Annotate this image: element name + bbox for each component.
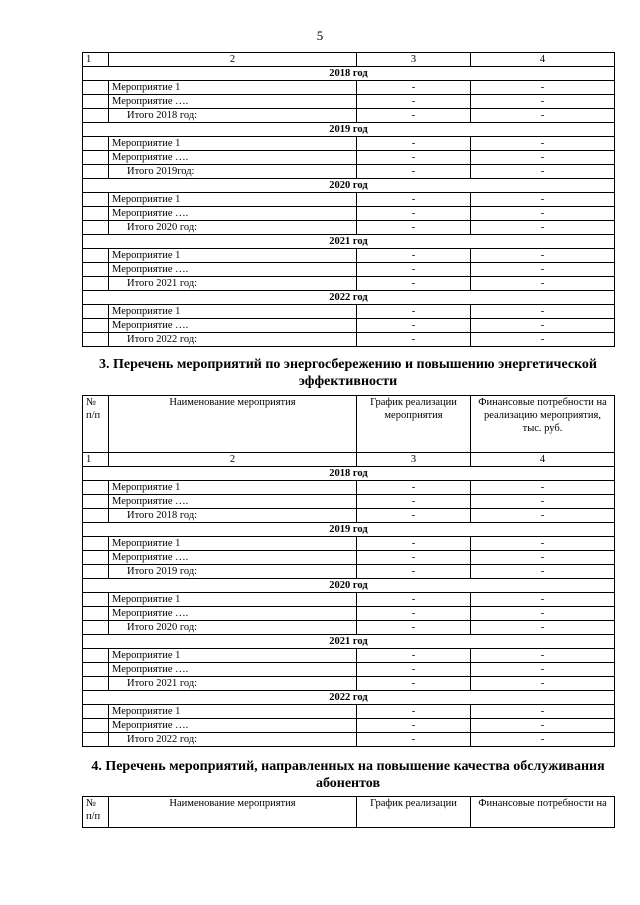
finance-cell: - <box>471 249 615 263</box>
finance-cell: - <box>471 221 615 235</box>
finance-cell: - <box>471 509 615 523</box>
row-number-cell <box>83 733 109 747</box>
table-row <box>83 263 615 277</box>
table-row <box>83 165 615 179</box>
year-row <box>83 691 615 705</box>
graph-cell: - <box>357 481 471 495</box>
finance-cell: - <box>471 733 615 747</box>
year-row <box>83 523 615 537</box>
row-number-cell <box>83 277 109 291</box>
table-row <box>83 333 615 347</box>
table-row <box>83 607 615 621</box>
row-number-cell <box>83 151 109 165</box>
column-index: 3 <box>357 53 471 67</box>
row-number-cell <box>83 333 109 347</box>
graph-cell: - <box>357 319 471 333</box>
row-number-cell <box>83 565 109 579</box>
year-row <box>83 235 615 249</box>
year-label: 2022 год <box>83 691 615 705</box>
event-name-cell: Итого 2020 год: <box>109 221 357 235</box>
row-number-cell <box>83 207 109 221</box>
year-row <box>83 67 615 81</box>
graph-cell: - <box>357 537 471 551</box>
finance-cell: - <box>471 151 615 165</box>
graph-cell: - <box>357 193 471 207</box>
finance-cell: - <box>471 565 615 579</box>
table-row <box>83 221 615 235</box>
table-section-3 <box>82 395 615 747</box>
year-label: 2019 год <box>83 123 615 137</box>
table-row <box>83 81 615 95</box>
finance-cell: - <box>471 663 615 677</box>
graph-cell: - <box>357 495 471 509</box>
year-row <box>83 635 615 649</box>
finance-cell: - <box>471 305 615 319</box>
event-name-cell: Итого 2018 год: <box>109 109 357 123</box>
graph-cell: - <box>357 607 471 621</box>
year-label: 2018 год <box>83 467 615 481</box>
column-index: 2 <box>109 53 357 67</box>
event-name-cell: Мероприятие …. <box>109 719 357 733</box>
table-row <box>83 677 615 691</box>
table-row <box>83 151 615 165</box>
graph-cell: - <box>357 677 471 691</box>
table-row <box>83 565 615 579</box>
event-name-cell: Мероприятие …. <box>109 263 357 277</box>
table-row <box>83 95 615 109</box>
column-index: 4 <box>471 453 615 467</box>
row-number-cell <box>83 621 109 635</box>
year-label: 2018 год <box>83 67 615 81</box>
event-name-cell: Итого 2019 год: <box>109 565 357 579</box>
table-row <box>83 277 615 291</box>
graph-cell: - <box>357 593 471 607</box>
event-name-cell: Мероприятие …. <box>109 151 357 165</box>
event-name-cell: Итого 2021 год: <box>109 277 357 291</box>
finance-cell: - <box>471 81 615 95</box>
year-label: 2022 год <box>83 291 615 305</box>
finance-cell: - <box>471 621 615 635</box>
year-label: 2020 год <box>83 579 615 593</box>
event-name-cell: Итого 2020 год: <box>109 621 357 635</box>
row-number-cell <box>83 249 109 263</box>
column-index: 1 <box>83 453 109 467</box>
graph-cell: - <box>357 509 471 523</box>
event-name-cell: Мероприятие 1 <box>109 249 357 263</box>
row-number-cell <box>83 95 109 109</box>
table-1-continuation <box>82 52 615 347</box>
row-number-cell <box>83 677 109 691</box>
column-index-row <box>83 53 615 67</box>
page-number: 5 <box>316 28 324 43</box>
table-row <box>83 305 615 319</box>
graph-cell: - <box>357 263 471 277</box>
finance-cell: - <box>471 193 615 207</box>
event-name-cell: Мероприятие 1 <box>109 193 357 207</box>
graph-cell: - <box>357 277 471 291</box>
table-row <box>83 551 615 565</box>
finance-cell: - <box>471 607 615 621</box>
column-index: 1 <box>83 53 109 67</box>
section-4-title: 4. Перечень мероприятий, направленных на повышение качества обслуживания абонентов <box>91 759 605 791</box>
graph-cell: - <box>357 81 471 95</box>
year-row <box>83 467 615 481</box>
event-name-cell: Мероприятие …. <box>109 319 357 333</box>
row-number-cell <box>83 109 109 123</box>
finance-cell: - <box>471 333 615 347</box>
graph-cell: - <box>357 719 471 733</box>
table-row <box>83 495 615 509</box>
event-name-cell: Мероприятие …. <box>109 495 357 509</box>
table-row <box>83 663 615 677</box>
row-number-cell <box>83 593 109 607</box>
row-number-cell <box>83 221 109 235</box>
event-name-cell: Мероприятие 1 <box>109 593 357 607</box>
section-3-title: 3. Перечень мероприятий по энергосбережению и повышению энергетической эффективности <box>98 357 598 389</box>
graph-cell: - <box>357 333 471 347</box>
row-number-cell <box>83 263 109 277</box>
finance-cell: - <box>471 481 615 495</box>
graph-cell: - <box>357 551 471 565</box>
column-index: 3 <box>357 453 471 467</box>
finance-cell: - <box>471 319 615 333</box>
header-num: № п/п <box>83 797 109 828</box>
table-row <box>83 705 615 719</box>
finance-cell: - <box>471 537 615 551</box>
table-section-4 <box>82 796 615 828</box>
event-name-cell: Мероприятие 1 <box>109 537 357 551</box>
graph-cell: - <box>357 565 471 579</box>
graph-cell: - <box>357 663 471 677</box>
header-name: Наименование мероприятия <box>109 396 357 453</box>
table-row <box>83 649 615 663</box>
event-name-cell: Мероприятие 1 <box>109 705 357 719</box>
graph-cell: - <box>357 207 471 221</box>
table-row <box>83 621 615 635</box>
year-label: 2021 год <box>83 635 615 649</box>
table-row <box>83 481 615 495</box>
column-index: 4 <box>471 53 615 67</box>
year-label: 2021 год <box>83 235 615 249</box>
finance-cell: - <box>471 207 615 221</box>
event-name-cell: Мероприятие 1 <box>109 481 357 495</box>
graph-cell: - <box>357 165 471 179</box>
event-name-cell: Итого 2022 год: <box>109 333 357 347</box>
event-name-cell: Мероприятие …. <box>109 607 357 621</box>
table-row <box>83 207 615 221</box>
year-label: 2020 год <box>83 179 615 193</box>
graph-cell: - <box>357 621 471 635</box>
table-row <box>83 109 615 123</box>
row-number-cell <box>83 137 109 151</box>
row-number-cell <box>83 193 109 207</box>
header-finance: Финансовые потребности на <box>471 797 615 828</box>
finance-cell: - <box>471 263 615 277</box>
event-name-cell: Мероприятие …. <box>109 207 357 221</box>
year-row <box>83 123 615 137</box>
row-number-cell <box>83 663 109 677</box>
event-name-cell: Мероприятие 1 <box>109 81 357 95</box>
table-row <box>83 509 615 523</box>
row-number-cell <box>83 705 109 719</box>
header-finance: Финансовые потребности на реализацию мероприятия, тыс. руб. <box>471 396 615 453</box>
finance-cell: - <box>471 277 615 291</box>
event-name-cell: Мероприятие …. <box>109 551 357 565</box>
row-number-cell <box>83 305 109 319</box>
column-index-row <box>83 453 615 467</box>
event-name-cell: Итого 2022 год: <box>109 733 357 747</box>
table-row <box>83 593 615 607</box>
row-number-cell <box>83 481 109 495</box>
graph-cell: - <box>357 137 471 151</box>
table-row <box>83 249 615 263</box>
finance-cell: - <box>471 95 615 109</box>
year-row <box>83 179 615 193</box>
graph-cell: - <box>357 151 471 165</box>
row-number-cell <box>83 551 109 565</box>
header-graph: График реализации <box>357 797 471 828</box>
finance-cell: - <box>471 551 615 565</box>
table-row <box>83 137 615 151</box>
finance-cell: - <box>471 165 615 179</box>
year-label: 2019 год <box>83 523 615 537</box>
event-name-cell: Мероприятие 1 <box>109 305 357 319</box>
table-row <box>83 719 615 733</box>
graph-cell: - <box>357 733 471 747</box>
header-graph: График реализации мероприятия <box>357 396 471 453</box>
event-name-cell: Итого 2018 год: <box>109 509 357 523</box>
finance-cell: - <box>471 677 615 691</box>
finance-cell: - <box>471 109 615 123</box>
table-row <box>83 537 615 551</box>
column-index: 2 <box>109 453 357 467</box>
table-row <box>83 733 615 747</box>
finance-cell: - <box>471 137 615 151</box>
graph-cell: - <box>357 109 471 123</box>
header-num: № п/п <box>83 396 109 453</box>
row-number-cell <box>83 719 109 733</box>
finance-cell: - <box>471 705 615 719</box>
table-row <box>83 319 615 333</box>
event-name-cell: Мероприятие …. <box>109 663 357 677</box>
row-number-cell <box>83 319 109 333</box>
graph-cell: - <box>357 221 471 235</box>
event-name-cell: Мероприятие …. <box>109 95 357 109</box>
finance-cell: - <box>471 719 615 733</box>
event-name-cell: Мероприятие 1 <box>109 649 357 663</box>
row-number-cell <box>83 495 109 509</box>
row-number-cell <box>83 81 109 95</box>
graph-cell: - <box>357 705 471 719</box>
finance-cell: - <box>471 495 615 509</box>
year-row <box>83 291 615 305</box>
graph-cell: - <box>357 649 471 663</box>
graph-cell: - <box>357 305 471 319</box>
finance-cell: - <box>471 593 615 607</box>
event-name-cell: Мероприятие 1 <box>109 137 357 151</box>
finance-cell: - <box>471 649 615 663</box>
table-row <box>83 193 615 207</box>
row-number-cell <box>83 509 109 523</box>
header-name: Наименование мероприятия <box>109 797 357 828</box>
row-number-cell <box>83 607 109 621</box>
row-number-cell <box>83 649 109 663</box>
event-name-cell: Итого 2019год: <box>109 165 357 179</box>
row-number-cell <box>83 165 109 179</box>
event-name-cell: Итого 2021 год: <box>109 677 357 691</box>
row-number-cell <box>83 537 109 551</box>
year-row <box>83 579 615 593</box>
graph-cell: - <box>357 95 471 109</box>
graph-cell: - <box>357 249 471 263</box>
